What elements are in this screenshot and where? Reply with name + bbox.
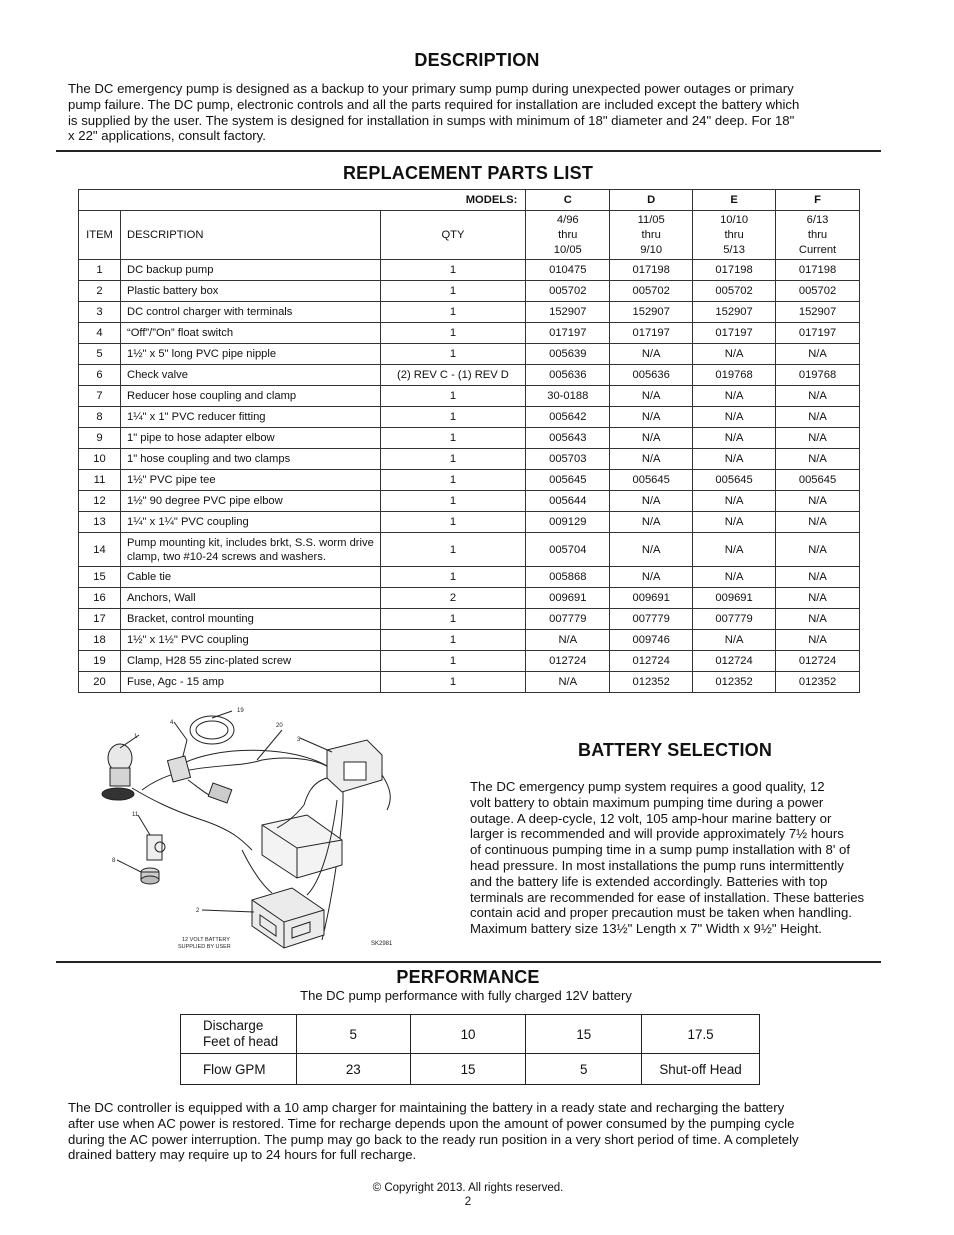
description-cell: Anchors, Wall	[120, 588, 380, 609]
description-cell: 1½" x 5" long PVC pipe nipple	[120, 344, 380, 365]
model-e-part-cell: 012352	[693, 672, 776, 693]
parts-row	[79, 386, 860, 407]
model-d-part-cell: N/A	[610, 344, 693, 365]
controller-line: drained battery may require up to 24 hours for full recharge.	[68, 1147, 417, 1163]
col-description: DESCRIPTION	[120, 211, 380, 260]
item-cell: 2	[79, 281, 121, 302]
model-e-part-cell: N/A	[693, 630, 776, 651]
performance-subtitle: The DC pump performance with fully charged 12V battery	[300, 988, 632, 1003]
description-cell: Reducer hose coupling and clamp	[120, 386, 380, 407]
callout-1: 1	[134, 734, 138, 740]
model-c-part-cell: 005703	[526, 449, 610, 470]
item-cell: 13	[79, 512, 121, 533]
model-c-part-cell: 005704	[526, 533, 610, 567]
model-d-part-cell: 017198	[610, 260, 693, 281]
model-c-part-cell: 010475	[526, 260, 610, 281]
model-f-part-cell: N/A	[776, 609, 860, 630]
flow-row	[181, 1054, 760, 1085]
description-cell: 1½" x 1½" PVC coupling	[120, 630, 380, 651]
callout-2: 2	[196, 908, 200, 914]
discharge-label: Discharge Feet of head	[181, 1015, 297, 1054]
flow-value: Shut-off Head	[642, 1054, 760, 1085]
model-f-part-cell: N/A	[776, 407, 860, 428]
float-switch	[167, 740, 231, 803]
item-cell: 12	[79, 491, 121, 512]
qty-cell: 1	[380, 281, 526, 302]
model-c-part-cell: N/A	[526, 672, 610, 693]
description-cell: DC backup pump	[120, 260, 380, 281]
parts-row	[79, 512, 860, 533]
battery-line: larger is recommended and will provide approximately 7½ hours	[470, 826, 844, 842]
description-cell: 1" pipe to hose adapter elbow	[120, 428, 380, 449]
battery-line: terminals are recommended for ease of installation. These batteries	[470, 889, 865, 905]
parts-row	[79, 281, 860, 302]
parts-row	[79, 491, 860, 512]
installation-diagram	[92, 700, 442, 960]
qty-cell: 1	[380, 630, 526, 651]
model-c-part-cell: 152907	[526, 302, 610, 323]
model-e-part-cell: N/A	[693, 512, 776, 533]
description-cell: DC control charger with terminals	[120, 302, 380, 323]
model-d: D	[610, 190, 693, 211]
model-d-part-cell: N/A	[610, 449, 693, 470]
item-cell: 5	[79, 344, 121, 365]
qty-cell: 1	[380, 672, 526, 693]
model-f-part-cell: N/A	[776, 512, 860, 533]
model-c-part-cell: 005643	[526, 428, 610, 449]
description-cell: Fuse, Agc - 15 amp	[120, 672, 380, 693]
flow-label: Flow GPM	[181, 1054, 297, 1085]
model-d-part-cell: 012724	[610, 651, 693, 672]
model-e-part-cell: 017198	[693, 260, 776, 281]
model-f-part-cell: 005702	[776, 281, 860, 302]
description-cell: Plastic battery box	[120, 281, 380, 302]
section-divider	[56, 961, 881, 963]
model-c-part-cell: 005644	[526, 491, 610, 512]
model-d-part-cell: N/A	[610, 407, 693, 428]
battery-line: The DC emergency pump system requires a good quality, 12	[470, 779, 825, 794]
model-f-part-cell: N/A	[776, 344, 860, 365]
model-c-part-cell: 005636	[526, 365, 610, 386]
plastic-battery-box	[262, 815, 342, 878]
parts-row	[79, 470, 860, 491]
battery-paragraph	[470, 779, 871, 937]
flow-value: 15	[410, 1054, 526, 1085]
discharge-value: 5	[296, 1015, 410, 1054]
model-d-part-cell: N/A	[610, 533, 693, 567]
item-cell: 6	[79, 365, 121, 386]
model-f-dates: 6/13 thru Current	[776, 211, 860, 260]
description-cell: 1" hose coupling and two clamps	[120, 449, 380, 470]
item-cell: 7	[79, 386, 121, 407]
description-cell: Pump mounting kit, includes brkt, S.S. worm drive clamp, two #10-24 screws and washers.	[120, 533, 380, 567]
description-line: pump failure. The DC pump, electronic controls and all the parts required for installation are included except the battery which	[68, 96, 800, 112]
callout-20: 20	[276, 723, 283, 729]
model-e-part-cell: 007779	[693, 609, 776, 630]
description-cell: 1½" 90 degree PVC pipe elbow	[120, 491, 380, 512]
parts-row	[79, 533, 860, 567]
item-cell: 8	[79, 407, 121, 428]
qty-cell: 1	[380, 491, 526, 512]
callout-19: 19	[237, 708, 244, 714]
model-f-part-cell: 019768	[776, 365, 860, 386]
flow-value: 5	[526, 1054, 642, 1085]
parts-row	[79, 428, 860, 449]
qty-cell: 1	[380, 651, 526, 672]
battery-line: outage. A deep-cycle, 12 volt, 105 amp-hour marine battery or	[470, 810, 832, 826]
battery-label-line2: SUPPLIED BY USER	[178, 944, 231, 950]
models-row	[79, 190, 860, 211]
pvc-pipe-tee	[147, 835, 165, 860]
model-c-part-cell: 005868	[526, 567, 610, 588]
model-d-part-cell: 005636	[610, 365, 693, 386]
model-e-part-cell: N/A	[693, 491, 776, 512]
description-cell: Cable tie	[120, 567, 380, 588]
battery-line: volt battery to obtain maximum pumping time during a power	[470, 794, 824, 810]
battery-line: contain acid and proper precaution must be taken when handling.	[470, 905, 852, 921]
item-cell: 1	[79, 260, 121, 281]
item-cell: 9	[79, 428, 121, 449]
model-d-part-cell: 005645	[610, 470, 693, 491]
parts-row	[79, 567, 860, 588]
model-d-part-cell: 152907	[610, 302, 693, 323]
dc-control-charger	[304, 740, 390, 810]
model-f-part-cell: 005645	[776, 470, 860, 491]
model-f-part-cell: N/A	[776, 588, 860, 609]
battery	[252, 888, 324, 948]
qty-cell: 1	[380, 344, 526, 365]
col-qty: QTY	[380, 211, 526, 260]
parts-row	[79, 323, 860, 344]
discharge-row	[181, 1015, 760, 1054]
description-cell: “Off”/”On” float switch	[120, 323, 380, 344]
model-e-part-cell: 009691	[693, 588, 776, 609]
qty-cell: 1	[380, 386, 526, 407]
model-f-part-cell: 012352	[776, 672, 860, 693]
model-e-part-cell: N/A	[693, 567, 776, 588]
model-e-part-cell: 005645	[693, 470, 776, 491]
item-cell: 14	[79, 533, 121, 567]
callout-4: 4	[170, 720, 174, 726]
description-cell: 1¼" x 1" PVC reducer fitting	[120, 407, 380, 428]
callout-8: 8	[112, 858, 116, 864]
parts-row	[79, 630, 860, 651]
parts-row	[79, 365, 860, 386]
model-e-part-cell: N/A	[693, 344, 776, 365]
qty-cell: 1	[380, 323, 526, 344]
model-e: E	[693, 190, 776, 211]
description-line: The DC emergency pump is designed as a backup to your primary sump pump during unexpected power outages or primary	[68, 81, 794, 96]
model-e-dates: 10/10 thru 5/13	[693, 211, 776, 260]
model-f-part-cell: N/A	[776, 630, 860, 651]
model-d-part-cell: N/A	[610, 428, 693, 449]
description-cell: Clamp, H28 55 zinc-plated screw	[120, 651, 380, 672]
controller-paragraph	[68, 1100, 871, 1163]
qty-cell: 1	[380, 533, 526, 567]
qty-cell: 1	[380, 470, 526, 491]
qty-cell: 1	[380, 428, 526, 449]
model-e-part-cell: 005702	[693, 281, 776, 302]
model-e-part-cell: 012724	[693, 651, 776, 672]
item-cell: 15	[79, 567, 121, 588]
model-c-part-cell: 005642	[526, 407, 610, 428]
controller-line: during the AC power interruption. The pump may go back to the ready run position in a very short period of time. A completely	[68, 1131, 799, 1147]
item-cell: 4	[79, 323, 121, 344]
model-f-part-cell: 152907	[776, 302, 860, 323]
qty-cell: 1	[380, 407, 526, 428]
battery-line: Maximum battery size 13½" Length x 7" Width x 9½" Height.	[470, 921, 822, 937]
parts-row	[79, 302, 860, 323]
parts-row	[79, 609, 860, 630]
model-f-part-cell: N/A	[776, 533, 860, 567]
item-cell: 17	[79, 609, 121, 630]
model-d-part-cell: 007779	[610, 609, 693, 630]
model-f-part-cell: 017197	[776, 323, 860, 344]
model-c-part-cell: N/A	[526, 630, 610, 651]
model-d-dates: 11/05 thru 9/10	[610, 211, 693, 260]
performance-heading: PERFORMANCE	[396, 967, 540, 987]
model-d-part-cell: 009691	[610, 588, 693, 609]
description-cell: Check valve	[120, 365, 380, 386]
section-divider	[56, 150, 881, 152]
parts-table	[78, 189, 860, 693]
qty-cell: 1	[380, 609, 526, 630]
model-d-part-cell: N/A	[610, 567, 693, 588]
model-c-part-cell: 005639	[526, 344, 610, 365]
model-e-part-cell: N/A	[693, 449, 776, 470]
model-d-part-cell: N/A	[610, 512, 693, 533]
battery-line: of continuous pumping time in a sump pump installation with 8' of	[470, 842, 851, 858]
parts-row	[79, 588, 860, 609]
parts-row	[79, 260, 860, 281]
performance-table	[180, 1014, 760, 1085]
sketch-id: SK2981	[371, 941, 393, 947]
battery-line: head pressure. In most installations the pump runs intermittently	[470, 857, 844, 873]
hose-clamp	[190, 716, 234, 744]
parts-row	[79, 672, 860, 693]
description-paragraph	[68, 81, 871, 144]
description-cell: Bracket, control mounting	[120, 609, 380, 630]
parts-row	[79, 651, 860, 672]
parts-row	[79, 407, 860, 428]
qty-cell: 1	[380, 512, 526, 533]
model-e-part-cell: N/A	[693, 428, 776, 449]
item-cell: 10	[79, 449, 121, 470]
model-e-part-cell: 019768	[693, 365, 776, 386]
model-c-part-cell: 009691	[526, 588, 610, 609]
model-d-part-cell: 012352	[610, 672, 693, 693]
description-line: is supplied by the user. The system is designed for installation in sumps with minimum of 18" diameter and 24" deep. For 18"	[68, 112, 795, 128]
description-heading: DESCRIPTION	[414, 50, 540, 70]
item-cell: 19	[79, 651, 121, 672]
item-cell: 20	[79, 672, 121, 693]
qty-cell: 1	[380, 302, 526, 323]
qty-cell: 1	[380, 567, 526, 588]
model-e-part-cell: 017197	[693, 323, 776, 344]
parts-row	[79, 449, 860, 470]
item-cell: 11	[79, 470, 121, 491]
discharge-value: 17.5	[642, 1015, 760, 1054]
discharge-value: 15	[526, 1015, 642, 1054]
model-e-part-cell: 152907	[693, 302, 776, 323]
model-c-part-cell: 009129	[526, 512, 610, 533]
model-c-part-cell: 012724	[526, 651, 610, 672]
callout-3: 3	[297, 737, 301, 743]
model-f-part-cell: N/A	[776, 567, 860, 588]
parts-row	[79, 344, 860, 365]
battery-label-line1: 12 VOLT BATTERY	[182, 937, 230, 943]
model-d-part-cell: N/A	[610, 386, 693, 407]
callout-11: 11	[132, 812, 139, 818]
model-f: F	[776, 190, 860, 211]
item-cell: 18	[79, 630, 121, 651]
model-f-part-cell: N/A	[776, 428, 860, 449]
discharge-value: 10	[410, 1015, 526, 1054]
models-label: MODELS:	[79, 190, 526, 211]
flow-value: 23	[296, 1054, 410, 1085]
model-c-part-cell: 017197	[526, 323, 610, 344]
model-d-part-cell: 017197	[610, 323, 693, 344]
description-cell: 1¼" x 1¼" PVC coupling	[120, 512, 380, 533]
battery-line: and the battery life is extended accordingly. Batteries with top	[470, 873, 828, 889]
qty-cell: 1	[380, 449, 526, 470]
model-e-part-cell: N/A	[693, 533, 776, 567]
col-item: ITEM	[79, 211, 121, 260]
model-f-part-cell: N/A	[776, 449, 860, 470]
qty-cell: 1	[380, 260, 526, 281]
model-c-part-cell: 005645	[526, 470, 610, 491]
model-c: C	[526, 190, 610, 211]
page-number: 2	[464, 1196, 472, 1208]
item-cell: 16	[79, 588, 121, 609]
description-cell: 1½" PVC pipe tee	[120, 470, 380, 491]
model-c-part-cell: 007779	[526, 609, 610, 630]
model-e-part-cell: N/A	[693, 386, 776, 407]
model-c-dates: 4/96 thru 10/05	[526, 211, 610, 260]
model-f-part-cell: 012724	[776, 651, 860, 672]
model-d-part-cell: 005702	[610, 281, 693, 302]
model-c-part-cell: 30-0188	[526, 386, 610, 407]
qty-cell: (2) REV C - (1) REV D	[380, 365, 526, 386]
description-line: x 22" applications, consult factory.	[68, 128, 266, 144]
item-cell: 3	[79, 302, 121, 323]
model-f-part-cell: 017198	[776, 260, 860, 281]
model-c-part-cell: 005702	[526, 281, 610, 302]
column-header-row	[79, 211, 860, 260]
parts-heading: REPLACEMENT PARTS LIST	[342, 163, 594, 183]
copyright: © Copyright 2013. All rights reserved.	[372, 1182, 564, 1194]
controller-line: The DC controller is equipped with a 10 amp charger for maintaining the battery in a ready state and recharging the battery	[68, 1100, 785, 1115]
controller-line: after use when AC power is restored. Time for recharge depends upon the amount of power consumed by the pumping cycle	[68, 1115, 795, 1131]
model-d-part-cell: N/A	[610, 491, 693, 512]
model-e-part-cell: N/A	[693, 407, 776, 428]
model-d-part-cell: 009746	[610, 630, 693, 651]
check-valve	[141, 868, 159, 884]
model-f-part-cell: N/A	[776, 491, 860, 512]
qty-cell: 2	[380, 588, 526, 609]
model-f-part-cell: N/A	[776, 386, 860, 407]
battery-heading: BATTERY SELECTION	[578, 740, 773, 760]
